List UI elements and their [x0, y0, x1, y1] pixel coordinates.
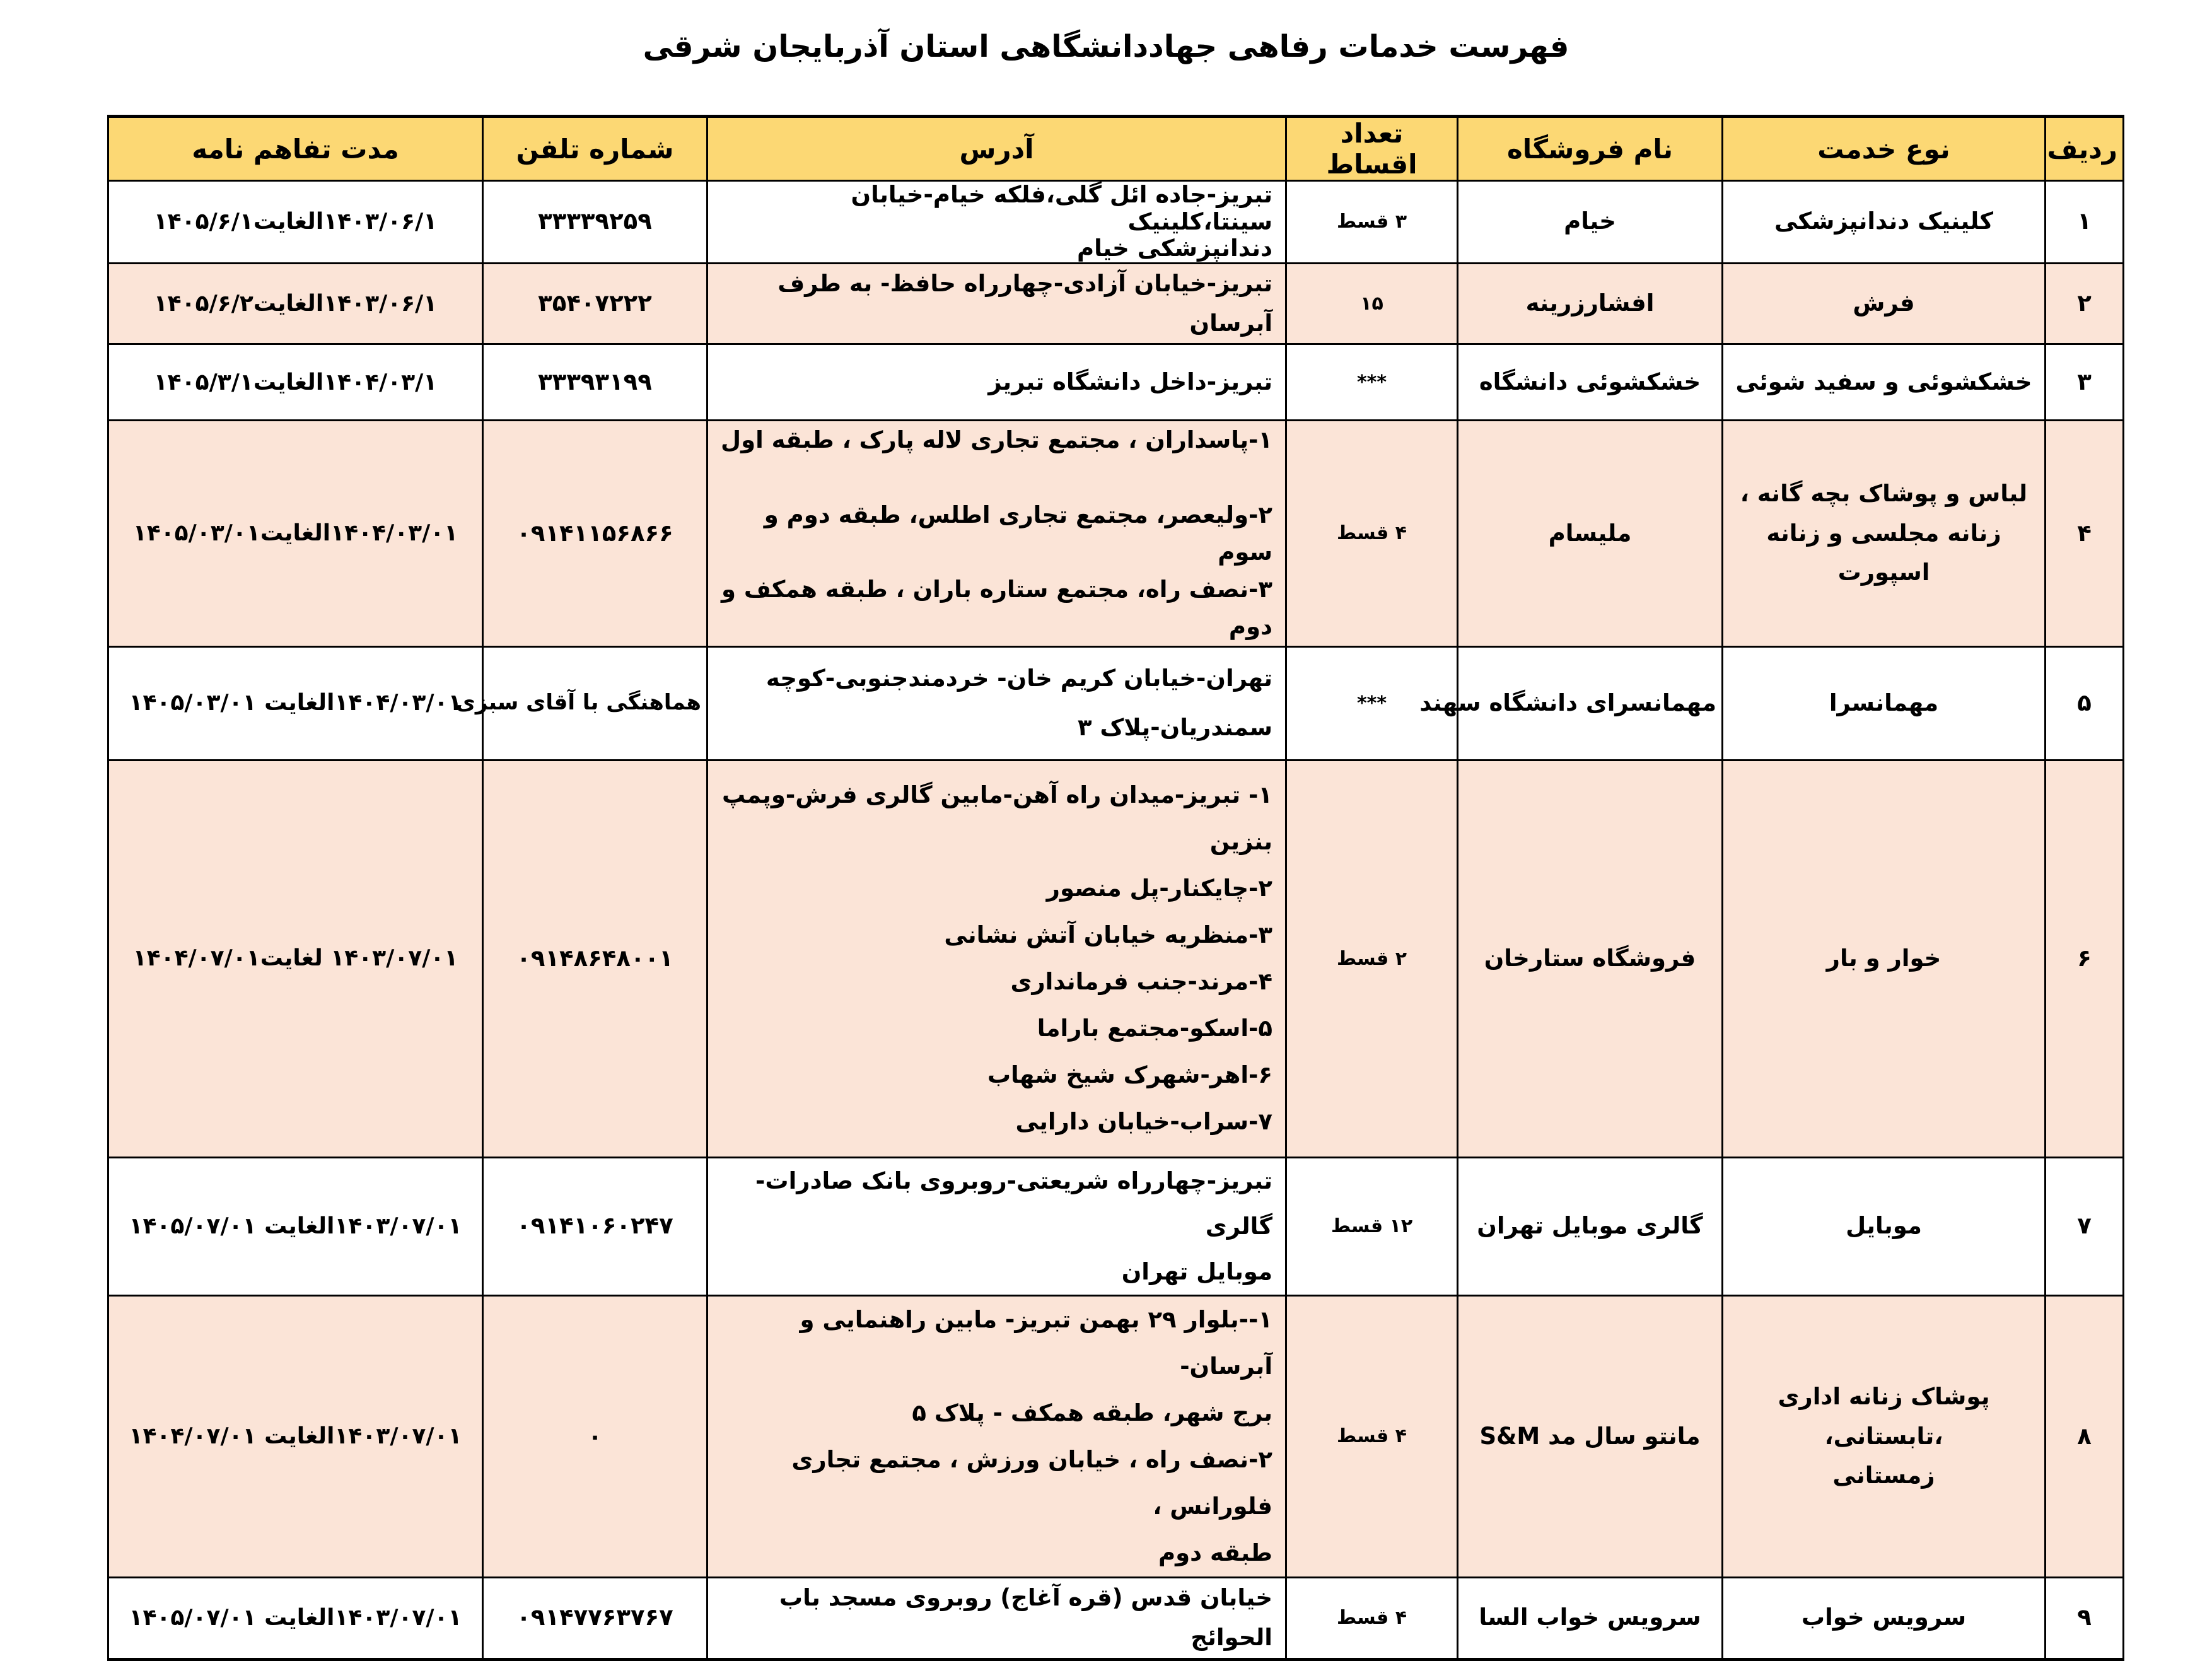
agreement-period: ۱۴۰۳/۰۷/۰۱الغایت ۱۴۰۵/۰۷/۰۱	[108, 1577, 483, 1659]
address: ۱- تبریز-میدان راه آهن-مابین گالری فرش-وپمپ بنزین ۲-چایکنار-پل منصور ۳-منظریه خیابان آتش نشانی ۴-مرند-جنب فرمانداری ۵-اسکو-مجتمع باراما ۶-اهر-شهرک شیخ شهاب ۷-سراب-خیابان دارایی	[707, 760, 1286, 1157]
store-name: مهمانسرای دانشگاه سهند	[1458, 646, 1723, 760]
header-row	[108, 117, 2124, 181]
row-number: ۴	[2046, 421, 2124, 646]
address: تبریز-داخل دانشگاه تبریز	[707, 344, 1286, 421]
header-installments: تعداد اقساط	[1286, 117, 1458, 181]
store-name: سرویس خواب السا	[1458, 1577, 1723, 1659]
service-type: سرویس خواب	[1723, 1577, 2046, 1659]
header-phone: شماره تلفن	[483, 117, 707, 181]
service-type: لباس و پوشاک بچه گانه ، زنانه مجلسی و زنانه اسپورت	[1723, 421, 2046, 646]
agreement-period: ۱۴۰۴/۰۳/۰۱الغایت ۱۴۰۵/۰۳/۰۱	[108, 646, 483, 760]
service-type: خشکشوئی و سفید شوئی	[1723, 344, 2046, 421]
row-number: ۶	[2046, 760, 2124, 1157]
phone-number: ۰۹۱۴۱۱۵۶۸۶۶	[483, 421, 707, 646]
store-name: گالری موبایل تهران	[1458, 1157, 1723, 1295]
service-type: موبایل	[1723, 1157, 2046, 1295]
service-type: مهمانسرا	[1723, 646, 2046, 760]
service-type: کلینیک دندانپزشکی	[1723, 181, 2046, 264]
store-name: فروشگاه ستارخان	[1458, 760, 1723, 1157]
row-number: ۱	[2046, 181, 2124, 264]
store-name: ملیسام	[1458, 421, 1723, 646]
installments: ۳ قسط	[1286, 181, 1458, 264]
service-type: فرش	[1723, 263, 2046, 344]
address: تبریز-خیابان آزادی-چهارراه حافظ- به طرف آبرسان	[707, 263, 1286, 344]
row-number: ۲	[2046, 263, 2124, 344]
installments: ۲ قسط	[1286, 760, 1458, 1157]
services-table	[107, 115, 2124, 1661]
address: ۱--بلوار ۲۹ بهمن تبریز- مابین راهنمایی و آبرسان- برج شهر، طبقه همکف - پلاک ۵ ۲-نصف راه ، خیابان ورزش ، مجتمع تجاری فلورانس ، طبقه دوم	[707, 1295, 1286, 1577]
installments: ۱۵	[1286, 263, 1458, 344]
page-title: فهرست خدمات رفاهی جهاددانشگاهی استان آذربایجان شرقی	[643, 29, 1569, 64]
store-name: مانتو سال مد S&M	[1458, 1295, 1723, 1577]
table-row	[108, 646, 2124, 760]
agreement-period: ۱۴۰۴/۰۳/۱الغایت۱۴۰۵/۳/۱	[108, 344, 483, 421]
store-name: خشکشوئی دانشگاه	[1458, 344, 1723, 421]
row-number: ۸	[2046, 1295, 2124, 1577]
table-row	[108, 760, 2124, 1157]
agreement-period: ۱۴۰۴/۰۳/۰۱الغایت۱۴۰۵/۰۳/۰۱	[108, 421, 483, 646]
table-row	[108, 263, 2124, 344]
store-name: افشارزرینه	[1458, 263, 1723, 344]
agreement-period: ۱۴۰۳/۰۷/۰۱الغایت ۱۴۰۴/۰۷/۰۱	[108, 1295, 483, 1577]
address: تبریز-جاده ائل گلی،فلکه خیام-خیابان سینتا،کلینیک دندانپزشکی خیام	[707, 181, 1286, 264]
phone-number: ۰۹۱۴۷۷۶۳۷۶۷	[483, 1577, 707, 1659]
header-service-type: نوع خدمت	[1723, 117, 2046, 181]
table-row	[108, 344, 2124, 421]
installments: ***	[1286, 344, 1458, 421]
agreement-period: ۱۴۰۳/۰۷/۰۱الغایت ۱۴۰۵/۰۷/۰۱	[108, 1157, 483, 1295]
address: ۱-پاسداران ، مجتمع تجاری لاله پارک ، طبقه اول ۲-ولیعصر، مجتمع تجاری اطلس، طبقه دوم و سوم ۳-نصف راه، مجتمع ستاره باران ، طبقه همکف و دوم	[707, 421, 1286, 646]
row-number: ۹	[2046, 1577, 2124, 1659]
agreement-period: ۱۴۰۳/۰۶/۱الغایت۱۴۰۵/۶/۲	[108, 263, 483, 344]
phone-number: ۳۵۴۰۷۲۲۲	[483, 263, 707, 344]
header-agreement-period: مدت تفاهم نامه	[108, 117, 483, 181]
table-row	[108, 1577, 2124, 1659]
row-number: ۷	[2046, 1157, 2124, 1295]
phone-number: ۳۳۳۳۹۲۵۹	[483, 181, 707, 264]
agreement-period: ۱۴۰۳/۰۶/۱الغایت۱۴۰۵/۶/۱	[108, 181, 483, 264]
phone-number: ۰۹۱۴۱۰۶۰۲۴۷	[483, 1157, 707, 1295]
header-address: آدرس	[707, 117, 1286, 181]
service-type: خوار و بار	[1723, 760, 2046, 1157]
table-row	[108, 181, 2124, 264]
table-row	[108, 421, 2124, 646]
phone-number: ۰	[483, 1295, 707, 1577]
installments: ۴ قسط	[1286, 1577, 1458, 1659]
address: خیابان قدس (قره آغاج) روبروی مسجد باب الحوائج	[707, 1577, 1286, 1659]
installments: ***	[1286, 646, 1458, 760]
installments: ۱۲ قسط	[1286, 1157, 1458, 1295]
address: تهران-خیابان کریم خان- خردمندجنوبی-کوچه سمندریان-پلاک ۳	[707, 646, 1286, 760]
service-type: پوشاک زنانه اداری ،تابستانی، زمستانی	[1723, 1295, 2046, 1577]
agreement-period: ۱۴۰۳/۰۷/۰۱ لغایت۱۴۰۴/۰۷/۰۱	[108, 760, 483, 1157]
installments: ۴ قسط	[1286, 1295, 1458, 1577]
table-row	[108, 1295, 2124, 1577]
installments: ۴ قسط	[1286, 421, 1458, 646]
address: تبریز-چهارراه شریعتی-روبروی بانک صادرات-گالری موبایل تهران	[707, 1157, 1286, 1295]
phone-number: ۳۳۳۹۳۱۹۹	[483, 344, 707, 421]
table-row	[108, 1157, 2124, 1295]
row-number: ۳	[2046, 344, 2124, 421]
header-row-number: ردیف	[2046, 117, 2124, 181]
header-store-name: نام فروشگاه	[1458, 117, 1723, 181]
row-number: ۵	[2046, 646, 2124, 760]
phone-number: هماهنگی با آقای سبزی	[483, 646, 707, 760]
phone-number: ۰۹۱۴۸۶۴۸۰۰۱	[483, 760, 707, 1157]
store-name: خیام	[1458, 181, 1723, 264]
